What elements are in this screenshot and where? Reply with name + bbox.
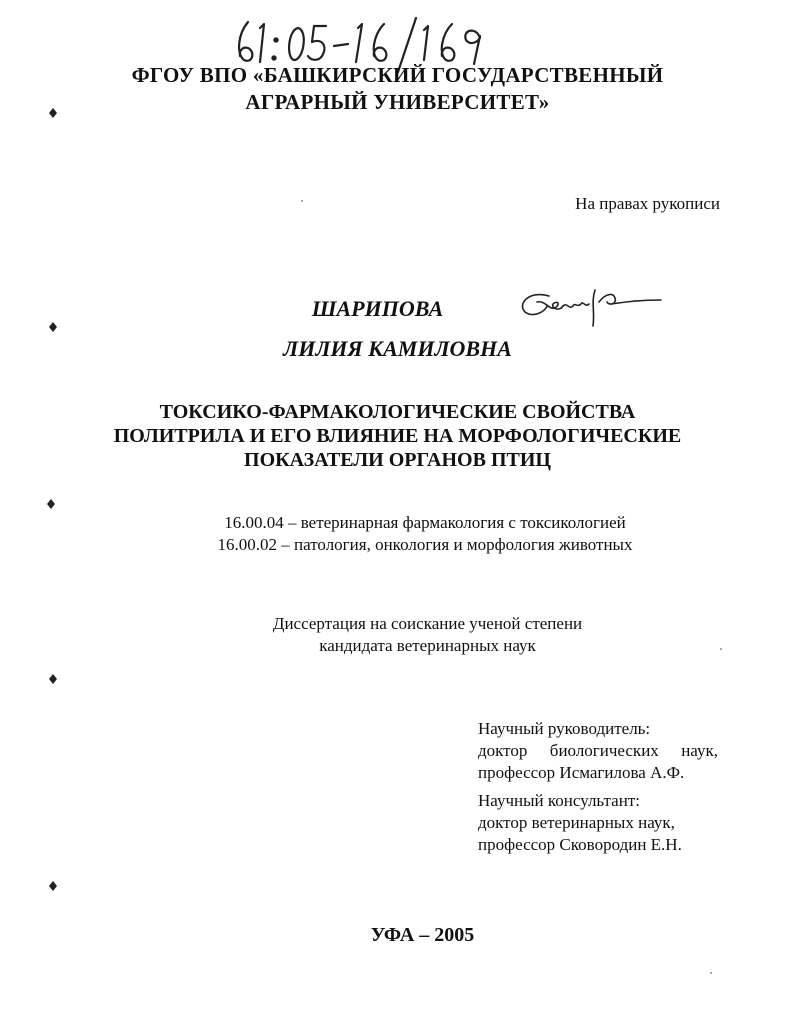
degree-statement [0, 613, 795, 657]
binding-mark-icon [48, 108, 58, 118]
institution-line-2: АГРАРНЫЙ УНИВЕРСИТЕТ» [245, 90, 550, 114]
title-line-3: ПОКАЗАТЕЛИ ОРГАНОВ ПТИЦ [244, 449, 551, 471]
dissertation-title [0, 400, 795, 472]
institution-line-1: ФГОУ ВПО «БАШКИРСКИЙ ГОСУДАРСТВЕННЫЙ [131, 63, 664, 87]
scan-speck [301, 200, 303, 202]
specialties-list [0, 512, 795, 556]
supervisor-name: профессор Исмагилова А.Ф. [478, 763, 685, 782]
binding-mark-icon [48, 674, 58, 684]
binding-mark-icon [46, 499, 56, 509]
supervisor-rank: доктор биологических наук, [478, 741, 718, 760]
manuscript-rights-note: На правах рукописи [575, 194, 720, 213]
city-and-year: УФА – 2005 [370, 924, 475, 946]
consultant-name: профессор Сковородин Е.Н. [478, 835, 682, 854]
consultant-rank: доктор ветеринарных наук, [478, 813, 675, 832]
title-line-1: ТОКСИКО-ФАРМАКОЛОГИЧЕСКИЕ СВОЙСТВА [159, 401, 636, 423]
supervisor-label: Научный руководитель: [478, 719, 651, 738]
specialty-line: 16.00.02 – патология, онкология и морфология животных [217, 535, 633, 554]
scan-speck [720, 648, 722, 650]
title-line-2: ПОЛИТРИЛА И ЕГО ВЛИЯНИЕ НА МОРФОЛОГИЧЕСКИЕ [113, 425, 682, 447]
consultant-label: Научный консультант: [478, 791, 640, 810]
author-signature [515, 282, 665, 342]
specialty-line: 16.00.04 – ветеринарная фармакология с токсикологией [224, 513, 626, 532]
scientific-supervisor [478, 718, 718, 784]
scan-speck [710, 972, 712, 974]
binding-mark-icon [48, 322, 58, 332]
scientific-consultant [478, 790, 718, 856]
author-surname: ШАРИПОВА [311, 296, 444, 321]
institution-name [0, 62, 795, 116]
degree-line-1: Диссертация на соискание ученой степени [272, 614, 583, 633]
author-given-names: ЛИЛИЯ КАМИЛОВНА [283, 336, 512, 361]
binding-mark-icon [48, 881, 58, 891]
degree-line-2: кандидата ветеринарных наук [319, 636, 536, 655]
